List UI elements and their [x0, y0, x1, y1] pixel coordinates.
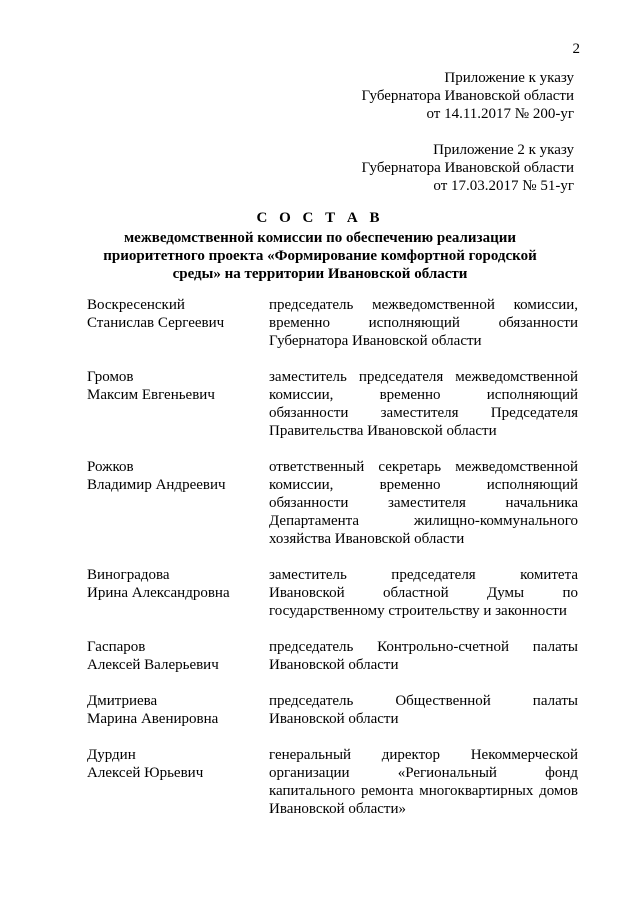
member-name — [87, 692, 269, 728]
appendix-note-line: Приложение 2 к указу — [433, 142, 574, 158]
member-entry — [87, 296, 578, 350]
appendix-note-line: Губернатора Ивановской области — [361, 88, 574, 104]
member-given-names: Станислав Сергеевич — [87, 315, 225, 331]
document-heading — [60, 209, 580, 283]
member-role — [269, 638, 578, 674]
member-role — [269, 458, 578, 548]
member-role-line: капитального ремонта многоквартирных домов — [269, 783, 578, 799]
member-entry — [87, 458, 578, 548]
document-subtitle-line: приоритетного проекта «Формирование комфортной городской — [103, 248, 537, 264]
member-name — [87, 368, 269, 440]
member-role-line: организации «Региональный фонд — [269, 765, 578, 781]
member-given-names: Максим Евгеньевич — [87, 387, 215, 403]
appendix-note-original — [361, 141, 574, 195]
member-entry — [87, 638, 578, 674]
member-role — [269, 746, 578, 818]
member-entry — [87, 566, 578, 620]
member-role — [269, 692, 578, 728]
member-surname: Дурдин — [87, 747, 136, 763]
member-role-line: Ивановской области — [269, 657, 399, 673]
member-entry — [87, 746, 578, 818]
member-role-line: хозяйства Ивановской области — [269, 531, 465, 547]
member-role-line: заместитель председателя комитета — [269, 567, 578, 583]
member-role-line: ответственный секретарь межведомственной — [269, 459, 578, 475]
member-role-line: председатель межведомственной комиссии, — [269, 297, 578, 313]
member-role-line: заместитель председателя межведомственной — [269, 369, 578, 385]
member-surname: Громов — [87, 369, 134, 385]
member-role-line: Ивановской области» — [269, 801, 406, 817]
member-name — [87, 458, 269, 548]
document-subtitle-line: среды» на территории Ивановской области — [172, 266, 468, 282]
member-role — [269, 296, 578, 350]
member-role-line: Губернатора Ивановской области — [269, 333, 482, 349]
appendix-note-line: Приложение к указу — [444, 70, 574, 86]
member-name — [87, 746, 269, 818]
member-surname: Дмитриева — [87, 693, 158, 709]
appendix-note-line: от 14.11.2017 № 200-уг — [426, 106, 574, 122]
member-role-line: Департамента жилищно-коммунального — [269, 513, 578, 529]
member-surname: Воскресенский — [87, 297, 185, 313]
member-given-names: Владимир Андреевич — [87, 477, 226, 493]
member-surname: Рожков — [87, 459, 134, 475]
member-role-line: председатель Общественной палаты — [269, 693, 578, 709]
member-role-line: Ивановской областной Думы по — [269, 585, 578, 601]
member-role — [269, 566, 578, 620]
document-subtitle-line: межведомственной комиссии по обеспечению реализации — [123, 230, 517, 246]
member-given-names: Алексей Юрьевич — [87, 765, 204, 781]
member-role-line: обязанности заместителя Председателя — [269, 405, 578, 421]
member-surname: Виноградова — [87, 567, 170, 583]
member-role-line: обязанности заместителя начальника — [269, 495, 578, 511]
member-role-line: председатель Контрольно-счетной палаты — [269, 639, 578, 655]
member-given-names: Ирина Александровна — [87, 585, 230, 601]
member-entry — [87, 368, 578, 440]
member-role — [269, 368, 578, 440]
member-name — [87, 638, 269, 674]
document-title: С О С Т А В — [256, 210, 384, 226]
page-number: 2 — [572, 41, 580, 57]
member-role-line: государственному строительству и законности — [269, 603, 567, 619]
member-name — [87, 566, 269, 620]
member-role-line: Правительства Ивановской области — [269, 423, 497, 439]
member-name — [87, 296, 269, 350]
appendix-note-current — [361, 69, 574, 123]
appendix-note-line: от 17.03.2017 № 51-уг — [433, 178, 574, 194]
member-role-line: генеральный директор Некоммерческой — [269, 747, 578, 763]
member-role-line: комиссии, временно исполняющий — [269, 477, 578, 493]
member-role-line: Ивановской области — [269, 711, 399, 727]
member-given-names: Марина Авенировна — [87, 711, 219, 727]
member-surname: Гаспаров — [87, 639, 146, 655]
member-given-names: Алексей Валерьевич — [87, 657, 219, 673]
member-role-line: временно исполняющий обязанности — [269, 315, 578, 331]
member-entry — [87, 692, 578, 728]
appendix-note-line: Губернатора Ивановской области — [361, 160, 574, 176]
member-role-line: комиссии, временно исполняющий — [269, 387, 578, 403]
commission-members-list — [87, 296, 578, 836]
